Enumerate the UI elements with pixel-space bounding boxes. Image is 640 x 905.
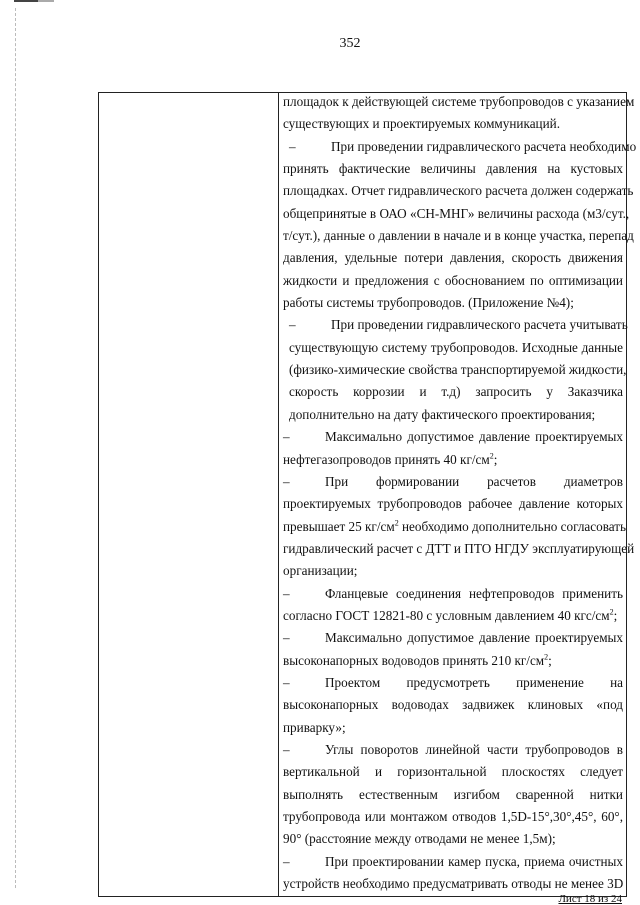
- line-content: [289, 404, 623, 426]
- line-text: жидкости и предложения с обоснованием по оптимизации: [283, 272, 623, 288]
- scan-artifact: [14, 0, 54, 2]
- list-dash: –: [289, 138, 296, 154]
- line-text: скорость коррозии и т.д) запросить у Заказчика: [289, 384, 623, 400]
- line-text: устройств необходимо предусматривать отводы не менее 3D: [283, 876, 624, 892]
- text-line: [283, 694, 623, 716]
- line-text: организации;: [283, 563, 358, 579]
- line-content: [283, 180, 633, 202]
- line-text: общепринятые в ОАО «СН-МНГ» величины расхода (м3/сут.,: [283, 205, 630, 221]
- text-line: [283, 806, 623, 828]
- list-dash: –: [283, 674, 290, 690]
- line-content: [283, 516, 626, 538]
- line-text: работы системы трубопроводов. (Приложение №4);: [283, 295, 574, 311]
- text-line: [283, 113, 623, 135]
- list-dash: –: [283, 429, 290, 445]
- line-text-tail: необходимо дополнительно согласовать: [398, 518, 627, 534]
- list-dash: –: [283, 853, 290, 869]
- line-text: Максимально допустимое давление проектируемых: [325, 429, 623, 445]
- line-text: нефтегазопроводов принять 40 кг/см: [283, 451, 490, 467]
- line-content: [283, 449, 623, 471]
- line-text: выполнять естественным изгибом сваренной нитки: [283, 786, 623, 802]
- text-line: [283, 739, 623, 761]
- list-dash: –: [283, 585, 290, 601]
- binding-edge: [15, 8, 16, 888]
- superscript: 2: [489, 451, 494, 461]
- line-content: [283, 560, 623, 582]
- line-text: существующую систему трубопроводов. Исходные данные: [289, 339, 623, 355]
- column-divider: [278, 92, 279, 897]
- line-content: [283, 717, 623, 739]
- line-text: вертикальной и горизонтальной плоскостях следует: [283, 764, 623, 780]
- line-text: высоконапорных водоводов принять 210 кг/см: [283, 652, 545, 668]
- text-line: [283, 516, 627, 538]
- text-line: [283, 627, 623, 649]
- list-dash: –: [289, 317, 296, 333]
- list-dash: –: [283, 741, 290, 757]
- text-line: [283, 247, 623, 269]
- line-content: [289, 337, 623, 359]
- text-line: [283, 672, 623, 694]
- line-text: дополнительно на дату фактического проектирования;: [289, 406, 596, 422]
- text-line: [283, 538, 635, 560]
- text-line: [283, 493, 623, 515]
- text-line: [283, 292, 623, 314]
- line-content: [283, 694, 623, 716]
- text-line: [283, 761, 623, 783]
- text-line: [283, 449, 623, 471]
- line-content: [283, 828, 623, 850]
- line-content: [325, 739, 623, 761]
- line-text: 90° (расстояние между отводами не менее 1,5м);: [283, 831, 556, 847]
- line-text: давления, удельные потери давления, скорость движения: [283, 250, 623, 266]
- line-text: При формировании расчетов диаметров: [325, 473, 623, 489]
- text-line: [283, 404, 623, 426]
- text-line: [283, 560, 623, 582]
- line-content: [283, 292, 623, 314]
- text-line: [283, 270, 623, 292]
- text-line: [283, 650, 623, 672]
- line-content: [325, 471, 623, 493]
- line-content: [331, 136, 636, 158]
- line-content: [325, 627, 623, 649]
- line-content: [283, 225, 634, 247]
- text-line: [283, 381, 623, 403]
- text-line: [283, 359, 627, 381]
- line-content: [283, 113, 623, 135]
- list-dash: –: [283, 630, 290, 646]
- line-content: [325, 426, 623, 448]
- line-content: [283, 247, 623, 269]
- text-line: [283, 784, 623, 806]
- line-text: приварку»;: [283, 719, 346, 735]
- line-content: [283, 91, 634, 113]
- line-text: т/сут.), данные о давлении в начале и в конце участка, перепад: [283, 228, 634, 244]
- line-content: [283, 203, 629, 225]
- text-line: [283, 426, 623, 448]
- text-line: [283, 471, 623, 493]
- line-text-tail: ;: [493, 451, 498, 467]
- line-text: площадках. Отчет гидравлического расчета должен содержать: [283, 183, 634, 199]
- text-line: [283, 225, 634, 247]
- line-text: проектируемых трубопроводов рабочее давление которых: [283, 496, 623, 512]
- line-text: При проведении гидравлического расчета учитывать: [331, 317, 628, 333]
- page-number: 352: [339, 36, 361, 51]
- line-content: [331, 314, 628, 336]
- line-text: превышает 25 кг/см: [283, 518, 395, 534]
- line-text: Максимально допустимое давление проектируемых: [325, 630, 623, 646]
- line-text-tail: ;: [548, 652, 552, 668]
- text-line: [283, 158, 623, 180]
- sheet-number: Лист 18 из 24: [558, 893, 622, 905]
- line-content: [283, 806, 623, 828]
- line-text: При проведении гидравлического расчета необходимо: [331, 138, 637, 154]
- line-content: [283, 158, 623, 180]
- line-text-tail: ;: [613, 607, 618, 623]
- line-content: [283, 784, 623, 806]
- superscript: 2: [609, 607, 614, 617]
- text-line: [283, 828, 623, 850]
- line-text: согласно ГОСТ 12821-80 с условным давлением 40 кгс/см: [283, 607, 610, 623]
- text-line: [283, 605, 623, 627]
- line-content: [283, 270, 623, 292]
- superscript: 2: [544, 652, 549, 662]
- text-line: [283, 337, 623, 359]
- line-content: [325, 851, 623, 873]
- list-dash: –: [283, 473, 290, 489]
- line-content: [325, 672, 623, 694]
- line-content: [289, 381, 623, 403]
- text-line: [283, 583, 623, 605]
- text-line: [283, 180, 634, 202]
- line-content: [283, 650, 623, 672]
- line-text: принять фактические величины давления на кустовых: [283, 161, 623, 177]
- line-text: высоконапорных водоводах задвижек клиновых «под: [283, 697, 623, 713]
- line-content: [283, 761, 623, 783]
- superscript: 2: [394, 518, 399, 528]
- text-line: [283, 717, 623, 739]
- line-text: При проектировании камер пуска, приема очистных: [325, 853, 623, 869]
- text-line: [283, 136, 637, 158]
- line-content: [283, 493, 623, 515]
- line-content: [283, 605, 623, 627]
- text-line: [283, 851, 623, 873]
- text-line: [283, 203, 630, 225]
- line-text: трубопровода или монтажом отводов 1,5D-15°,30°,45°, 60°,: [283, 809, 623, 824]
- line-content: [289, 359, 626, 381]
- line-text: (физико-химические свойства транспортируемой жидкости,: [289, 362, 627, 378]
- line-text: Углы поворотов линейной части трубопроводов в: [325, 741, 623, 757]
- requirements-text: [283, 91, 637, 895]
- line-content: [325, 583, 623, 605]
- line-text: Фланцевые соединения нефтепроводов применить: [325, 585, 623, 601]
- line-text: площадок к действующей системе трубопроводов с указанием: [283, 94, 635, 109]
- line-content: [283, 538, 634, 560]
- text-line: [283, 314, 628, 336]
- line-text: существующих и проектируемых коммуникаций.: [283, 116, 561, 132]
- line-text: Проектом предусмотреть применение на: [325, 674, 623, 690]
- line-text: гидравлический расчет с ДТТ и ПТО НГДУ эксплуатирующей: [283, 540, 635, 556]
- text-line: [283, 91, 635, 113]
